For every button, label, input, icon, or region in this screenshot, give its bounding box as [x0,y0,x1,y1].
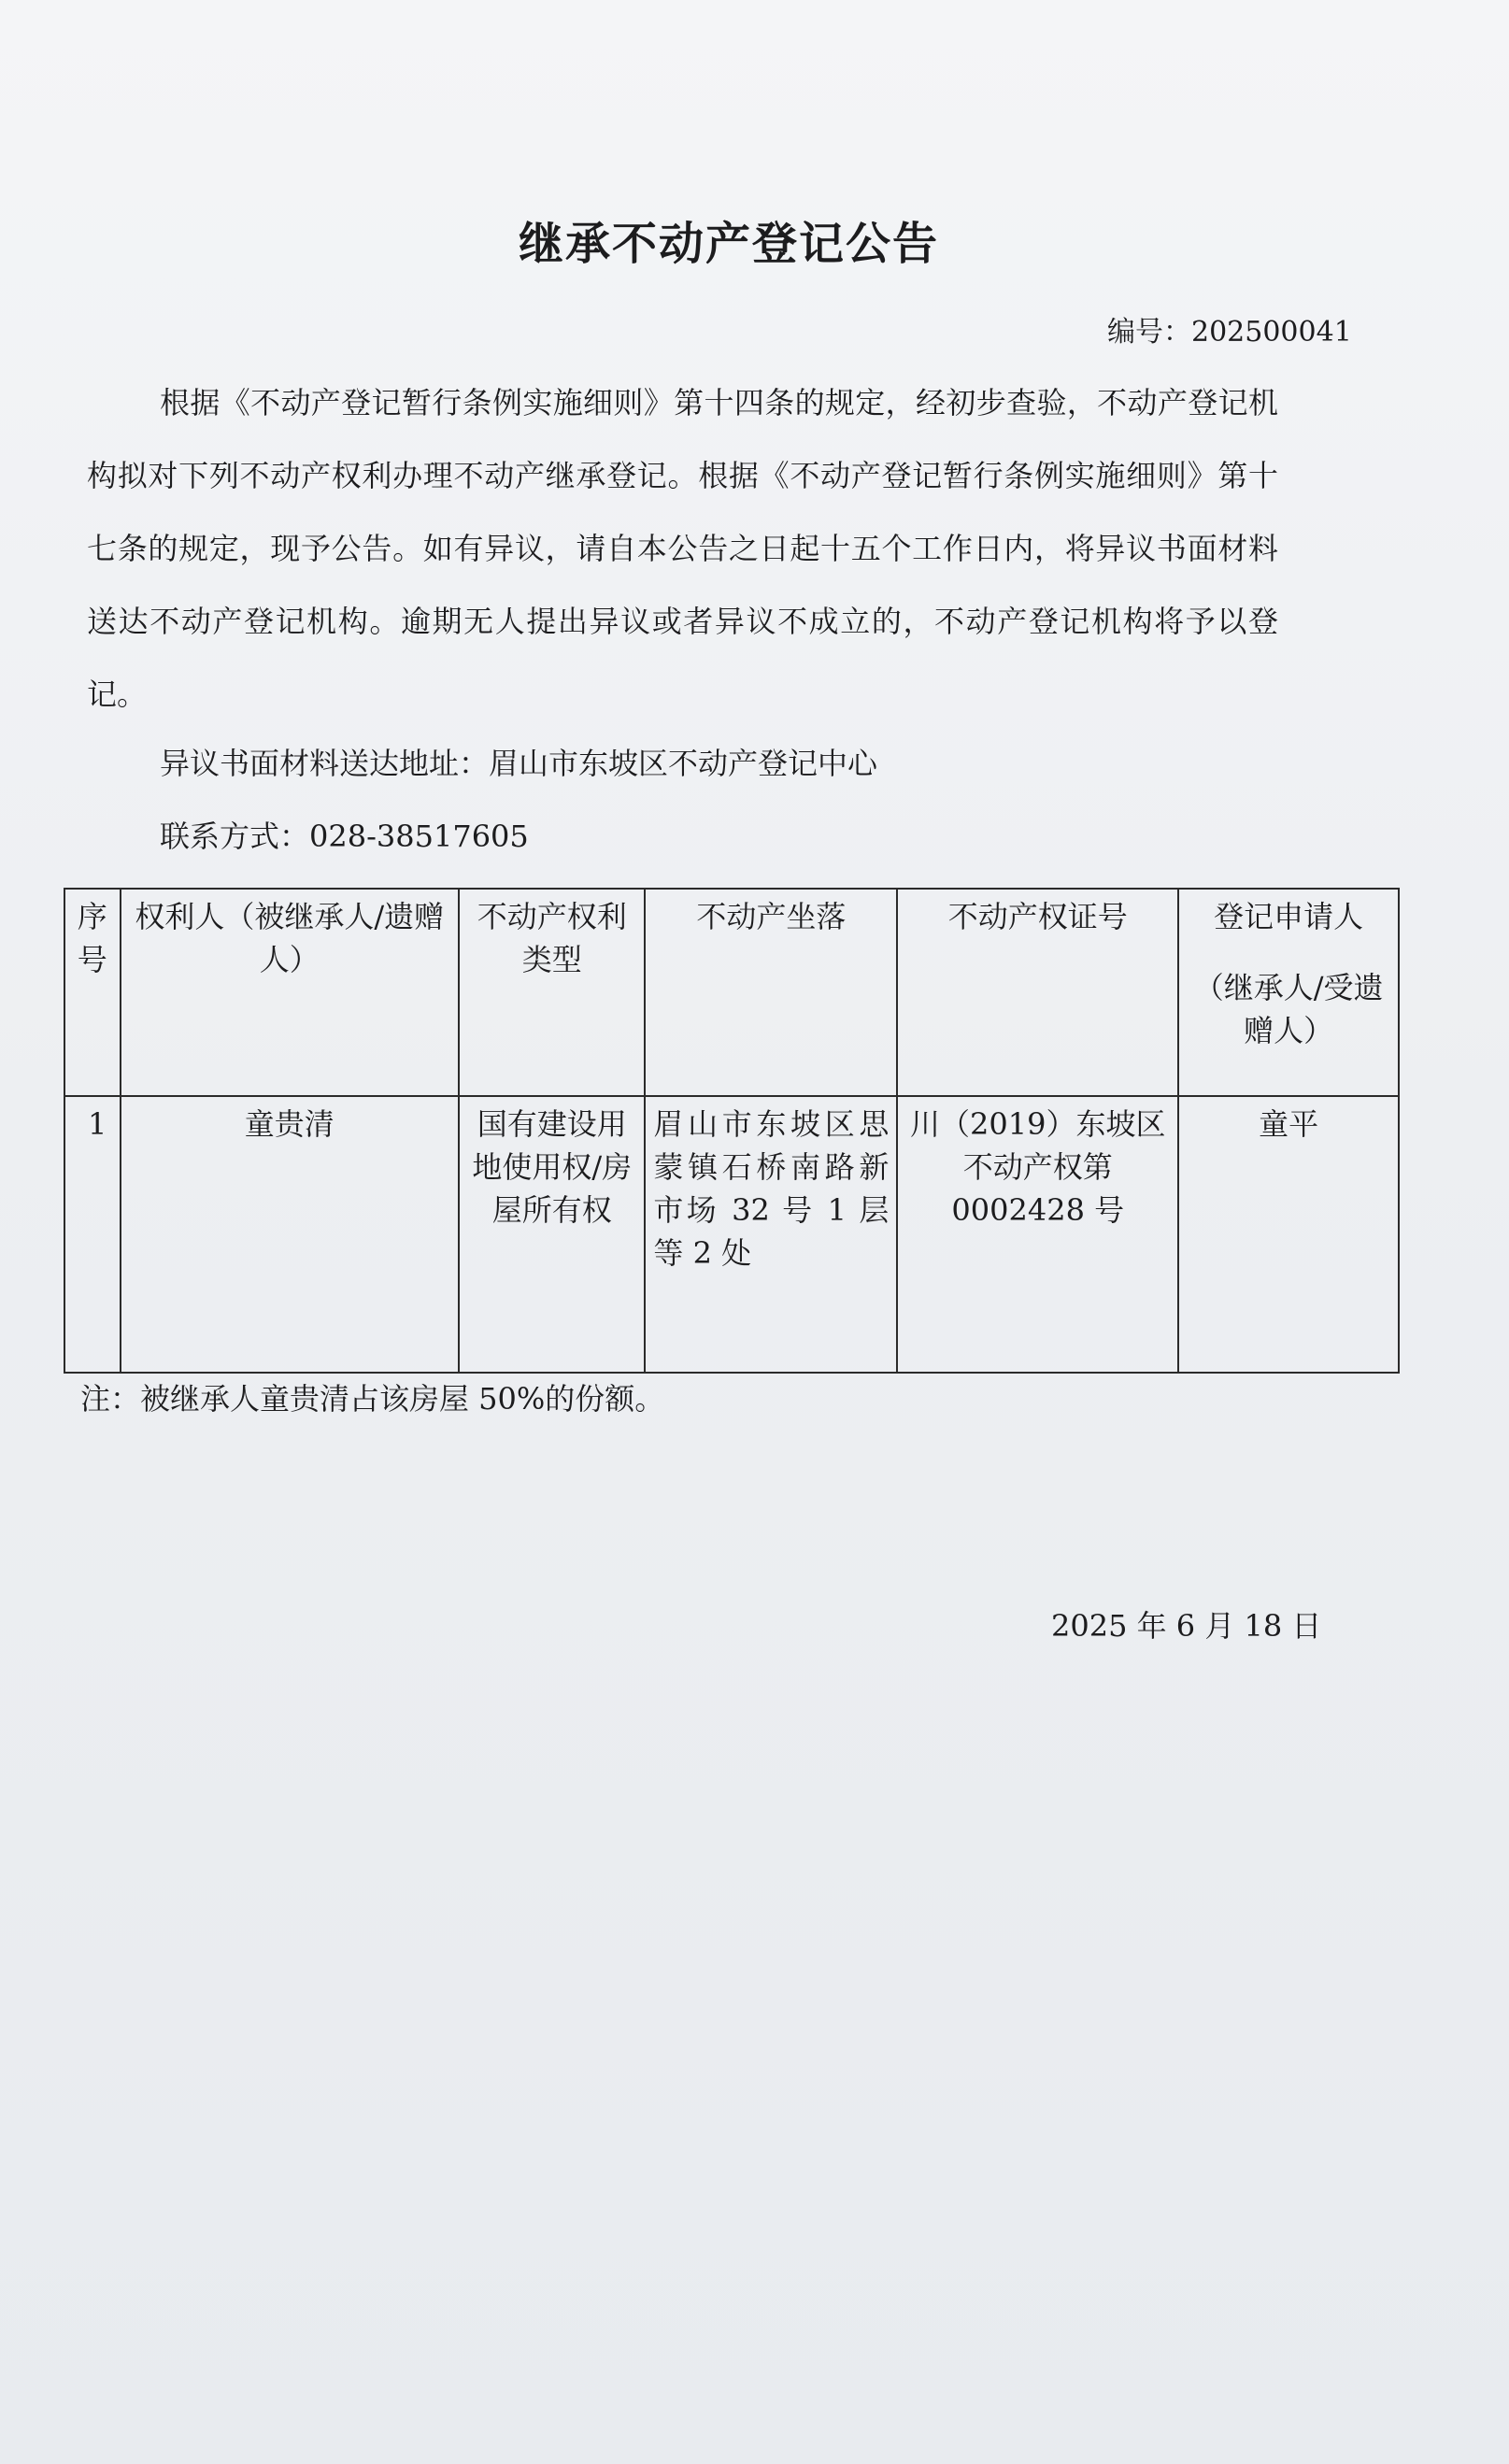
cell-location: 眉山市东坡区思蒙镇石桥南路新市场 32 号 1 层等 2 处 [645,1096,897,1373]
contact-info: 联系方式：028-38517605 [160,819,529,854]
cell-owner: 童贵清 [121,1096,460,1373]
header-location: 不动产坐落 [645,889,897,1096]
header-owner: 权利人（被继承人/遗赠人） [121,889,460,1096]
header-seq: 序号 [64,889,121,1096]
objection-address: 异议书面材料送达地址：眉山市东坡区不动产登记中心 [160,746,878,781]
table-row [64,1096,1399,1373]
document-date: 2025 年 6 月 18 日 [1051,1608,1322,1644]
header-certificate: 不动产权证号 [897,889,1178,1096]
header-right-type: 不动产权利类型 [459,889,645,1096]
header-applicant [1178,889,1399,1096]
cell-applicant: 童平 [1178,1096,1399,1373]
cell-right-type: 国有建设用地使用权/房屋所有权 [459,1096,645,1373]
cell-certificate: 川（2019）东坡区不动产权第 0002428 号 [897,1096,1178,1373]
body-paragraph: 根据《不动产登记暂行条例实施细则》第十四条的规定，经初步查验，不动产登记机构拟对下列不动产权利办理不动产继承登记。根据《不动产登记暂行条例实施细则》第十七条的规定，现予公告。如有异议，请自本公告之日起十五个工作日内，将异议书面材料送达不动产登记机构。逾期无人提出异议或者异议不成立的，不动产登记机构将予以登记。 [87,385,1278,712]
registration-table [64,888,1400,1374]
table-header-row [64,889,1399,1096]
header-applicant-line1: 登记申请人 [1214,899,1364,934]
table-note: 注：被继承人童贵清占该房屋 50%的份额。 [80,1381,665,1417]
cell-seq: 1 [64,1096,121,1373]
document-number: 编号：202500041 [1107,316,1352,349]
header-applicant-line2: （继承人/受遗赠人） [1193,970,1384,1048]
document-title: 继承不动产登记公告 [518,218,939,270]
